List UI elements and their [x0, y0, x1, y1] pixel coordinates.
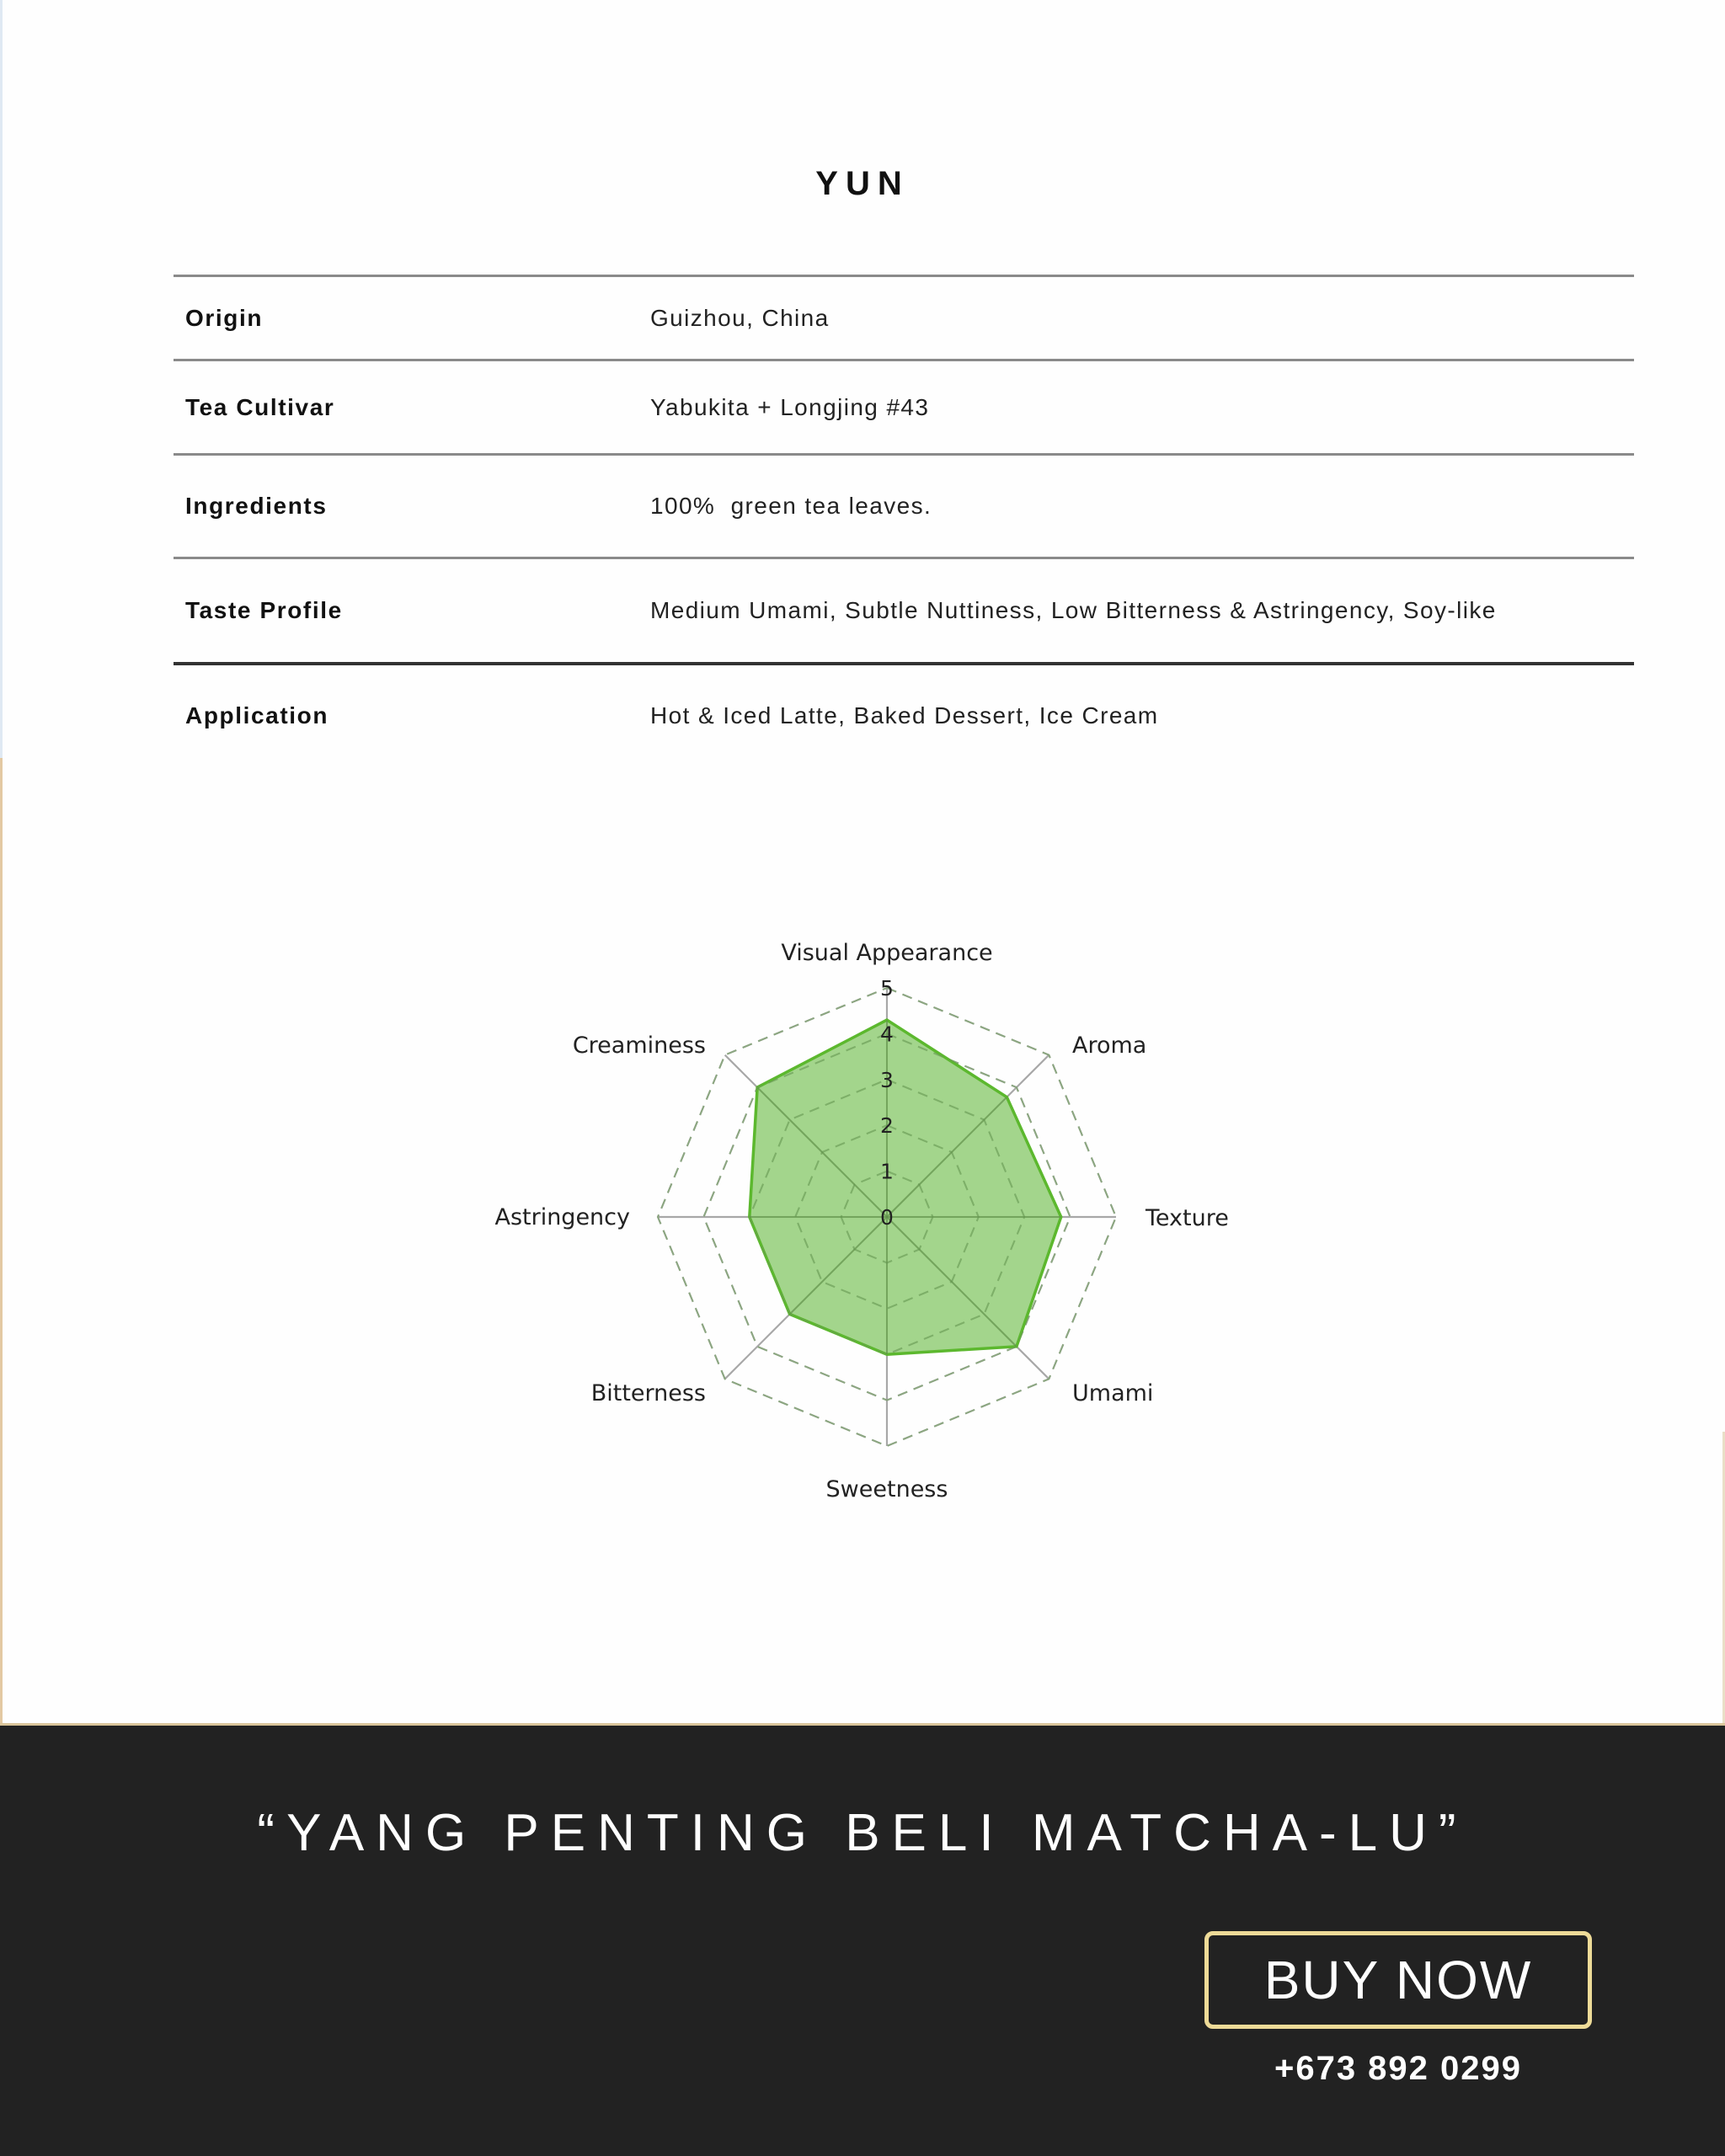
- spec-value: Medium Umami, Subtle Nuttiness, Low Bitterness & Astringency, Soy-like: [650, 597, 1497, 623]
- tagline-quote: “YANG PENTING BELI MATCHA-LU”: [257, 1804, 1468, 1862]
- radar-tick-label: 0: [880, 1205, 894, 1230]
- spec-value: Yabukita + Longjing #43: [650, 393, 930, 420]
- spec-label: Ingredients: [185, 493, 328, 519]
- radar-tick-label: 4: [880, 1022, 894, 1047]
- spec-label: Taste Profile: [185, 597, 343, 623]
- taste-radar-chart: [472, 918, 1280, 1524]
- radar-axis-label: Creaminess: [572, 1033, 706, 1059]
- spec-row-origin: [174, 277, 1634, 359]
- contact-phone[interactable]: +673 892 0299: [1274, 2050, 1523, 2087]
- radar-axis-label: Umami: [1072, 1380, 1154, 1406]
- spec-value: Guizhou, China: [650, 304, 830, 331]
- radar-axis-label: Sweetness: [825, 1476, 948, 1502]
- radar-tick-label: 5: [880, 976, 894, 1001]
- radar-chart-svg: [472, 918, 1280, 1524]
- radar-axis-label: Visual Appearance: [781, 940, 993, 966]
- spec-label: Application: [185, 702, 329, 728]
- spec-label: Tea Cultivar: [185, 393, 335, 420]
- spec-value: 100% green tea leaves.: [650, 493, 932, 519]
- spec-row-cultivar: [174, 361, 1634, 453]
- radar-axis-label: Texture: [1146, 1205, 1229, 1231]
- radar-tick-label: 1: [880, 1159, 894, 1184]
- radar-tick-label: 2: [880, 1113, 894, 1139]
- spec-row-ingredients: [174, 456, 1634, 557]
- card-edge-accent: [0, 758, 3, 1723]
- footer-banner: [0, 1723, 1725, 2156]
- radar-axis-label: Aroma: [1072, 1033, 1147, 1059]
- radar-tick-label: 3: [880, 1067, 894, 1092]
- spec-value: Hot & Iced Latte, Baked Dessert, Ice Cream: [650, 702, 1159, 728]
- spec-row-application: [174, 665, 1634, 766]
- spec-row-taste-profile: [174, 559, 1634, 662]
- spec-table: [174, 275, 1634, 766]
- radar-axis-label: Astringency: [494, 1204, 630, 1230]
- spec-label: Origin: [185, 304, 264, 331]
- buy-now-button[interactable]: BUY NOW: [1204, 1931, 1592, 2029]
- product-title: YUN: [815, 165, 910, 202]
- radar-axis-label: Bitterness: [590, 1380, 706, 1406]
- radar-series-area: [750, 1020, 1061, 1354]
